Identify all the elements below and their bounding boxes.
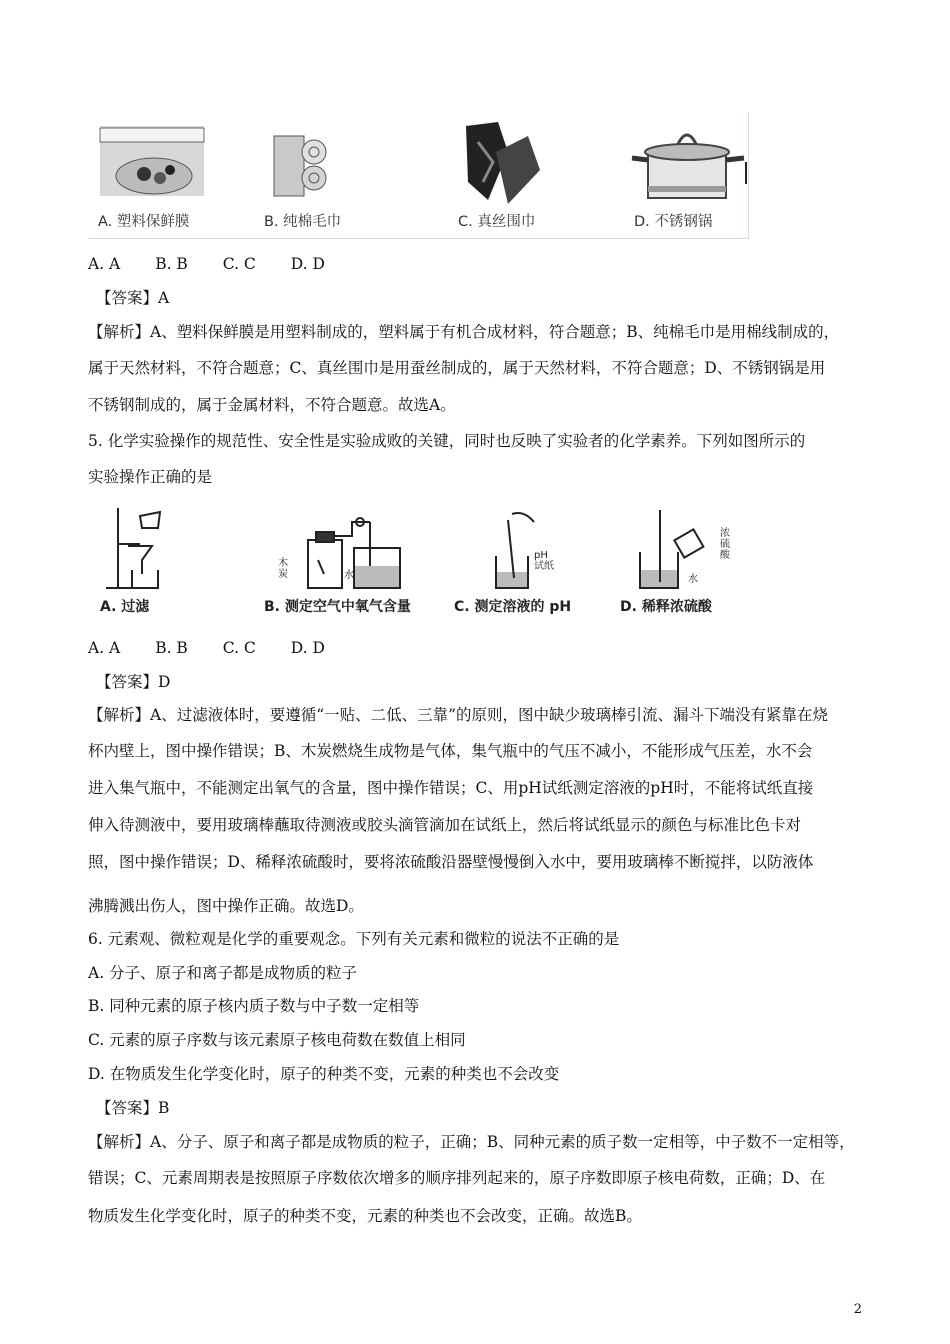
caption-a: A. 塑料保鲜膜 [98, 214, 190, 230]
ph-paper-label: pH 试纸 [534, 550, 554, 572]
caption-d: D. 稀释浓硫酸 [620, 599, 712, 615]
option-a: A. A [88, 639, 121, 657]
q5-analysis-line: 伸入待测液中，要用玻璃棒蘸取待测液或胶头滴管滴加在试纸上，然后将试纸显示的颜色与标准比色卡对 [88, 816, 802, 834]
q5-analysis-line: 进入集气瓶中，不能测定出氧气的含量，图中操作错误；C、用pH试纸测定溶液的pH时，不能将试纸直接 [88, 779, 814, 797]
caption-c: C. 真丝围巾 [458, 214, 536, 230]
q6-choice-d: D. 在物质发生化学变化时，原子的种类不变，元素的种类也不会改变 [88, 1065, 560, 1083]
acid-label: 浓 硫 酸 [720, 528, 730, 561]
q4-answer: 【答案】A [96, 289, 170, 307]
lab-operations-figure [88, 500, 738, 618]
q5-analysis-line: 杯内壁上，图中操作错误；B、木炭燃烧生成物是气体，集气瓶中的气压不减小，不能形成气压差，水不会 [88, 742, 813, 760]
q6-analysis-line: 【解析】A、分子、原子和离子都是成物质的粒子，正确；B、同种元素的质子数一定相等，中子数不一定相等， [88, 1133, 855, 1151]
q6-choice-c: C. 元素的原子序数与该元素原子核电荷数在数值上相同 [88, 1031, 466, 1049]
option-a: A. A [88, 255, 121, 273]
caption-a: A. 过滤 [100, 599, 150, 615]
water-label-b: 水 [344, 570, 354, 581]
ph-test-image [496, 513, 534, 588]
filtration-image [106, 508, 160, 588]
q6-choice-a: A. 分子、原子和离子都是成物质的粒子 [88, 964, 358, 982]
q5-stem: 5. 化学实验操作的规范性、安全性是实验成败的关键，同时也反映了实验者的化学素养。下列如图所示的 [88, 432, 806, 450]
q5-stem: 实验操作正确的是 [88, 468, 213, 486]
q6-choice-b: B. 同种元素的原子核内质子数与中子数一定相等 [88, 997, 420, 1015]
q5-answer: 【答案】D [96, 673, 171, 691]
page-number: 2 [853, 1302, 862, 1317]
q6-answer: 【答案】B [96, 1099, 170, 1117]
q5-analysis-line: 沸腾溅出伤人，图中操作正确。故选D。 [88, 897, 364, 915]
option-d: D. D [290, 639, 325, 657]
q6-stem: 6. 元素观、微粒观是化学的重要观念。下列有关元素和微粒的说法不正确的是 [88, 930, 620, 948]
cotton-towel-image [274, 136, 326, 196]
option-c: C. C [222, 639, 256, 657]
q6-analysis-line: 物质发生化学变化时，原子的种类不变，元素的种类也不会改变，正确。故选B。 [88, 1207, 642, 1225]
caption-b: B. 测定空气中氧气含量 [264, 599, 411, 615]
q5-options [88, 638, 355, 658]
q4-options [88, 254, 355, 274]
option-b: B. B [155, 255, 188, 273]
silk-scarf-image [466, 122, 540, 204]
q4-analysis-line: 属于天然材料，不符合题意；C、真丝围巾是用蚕丝制成的，属于天然材料，不符合题意；D、不锈钢锅是用 [88, 359, 826, 377]
caption-c: C. 测定溶液的 pH [454, 599, 572, 615]
q4-analysis-line: 【解析】A、塑料保鲜膜是用塑料制成的，塑料属于有机合成材料，符合题意；B、纯棉毛巾是用棉线制成的， [88, 323, 840, 341]
caption-b: B. 纯棉毛巾 [264, 214, 342, 230]
water-label-d: 水 [688, 574, 698, 585]
plastic-wrap-image [100, 126, 204, 196]
materials-figure [88, 112, 749, 239]
q5-analysis-line: 照，图中操作错误；D、稀释浓硫酸时，要将浓硫酸沿器壁慢慢倒入水中，要用玻璃棒不断搅拌，以防液体 [88, 853, 814, 871]
option-c: C. C [222, 255, 256, 273]
charcoal-label: 木 炭 [278, 558, 288, 580]
q5-analysis-line: 【解析】A、过滤液体时，要遵循“一贴、二低、三靠”的原则，图中缺少玻璃棒引流、漏斗下端没有紧靠在烧 [88, 706, 829, 724]
q6-analysis-line: 错误；C、元素周期表是按照原子序数依次增多的顺序排列起来的，原子序数即原子核电荷数，正确；D、在 [88, 1169, 826, 1187]
q4-analysis-line: 不锈钢制成的，属于金属材料，不符合题意。故选A。 [88, 396, 456, 414]
oxygen-measure-image [308, 518, 400, 588]
caption-d: D. 不锈钢锅 [634, 214, 713, 230]
option-d: D. D [290, 255, 325, 273]
steel-pot-image [632, 135, 744, 198]
option-b: B. B [155, 639, 188, 657]
